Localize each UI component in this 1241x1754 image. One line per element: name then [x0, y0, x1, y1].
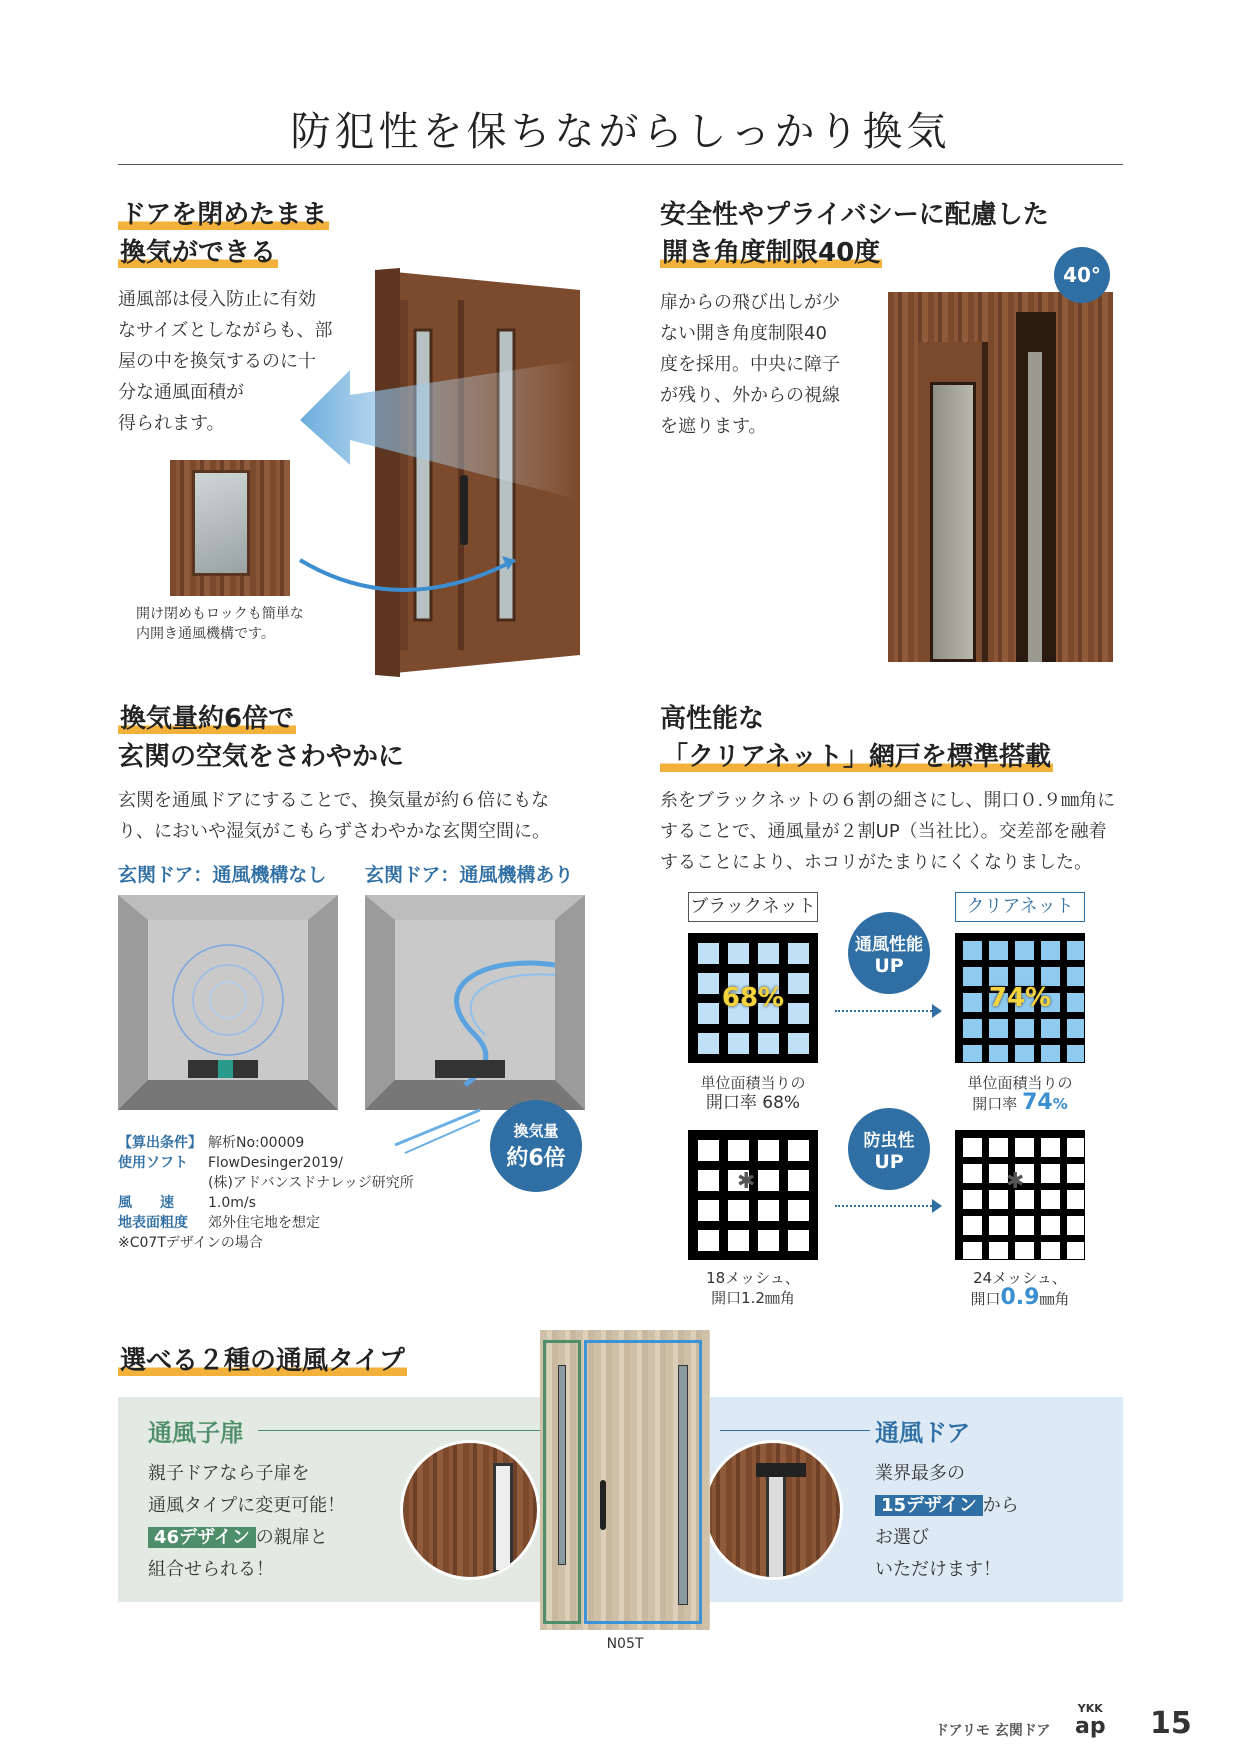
caption-line: 18メッシュ、 [706, 1269, 800, 1287]
sec5-heading-text: 選べる２種の通風タイプ [120, 1346, 405, 1376]
label-with-vent: 玄関ドア：通風機構あり [365, 864, 574, 886]
cond-value: (株)アドバンスドナレッジ研究所 [208, 1175, 414, 1191]
sec3-heading [118, 700, 404, 776]
caption-text: 開口 [970, 1290, 1001, 1308]
page-title: 防犯性を保ちながらしっかり換気 [290, 109, 951, 155]
cond-value: 解析No:00009 [208, 1135, 305, 1151]
vent-door-title: 通風ドア [875, 1419, 971, 1447]
sec1-caption [136, 604, 304, 644]
left-text-line: 組合せられる！ [148, 1559, 274, 1580]
46-designs-badge: 46デザイン [148, 1527, 256, 1548]
right-text-line: いただけます！ [875, 1559, 1001, 1580]
logo-top: YKK [1077, 1702, 1103, 1715]
door-with-airflow-illustration [280, 260, 610, 680]
page-number: 15 [1150, 1706, 1192, 1741]
caption-highlight: 0.9 [1000, 1285, 1040, 1310]
black-net-ratio-caption [688, 1073, 818, 1113]
sec4-text-line: することで、通風量が２割UP（当社比）。交差部を融着 [660, 821, 1107, 842]
arrow-head-icon [932, 1004, 942, 1018]
black-net-insect-image [688, 1130, 818, 1260]
airflow-up-badge-l1: 通風性能 [855, 934, 923, 955]
ventilation-6x-badge-l2: 約6倍 [506, 1146, 566, 1171]
sec4-text-line: することにより、ホコリがたまりにくくなりました。 [660, 852, 1092, 873]
insect-up-badge [848, 1108, 930, 1190]
child-door-closeup-circle [400, 1440, 540, 1580]
black-net-mesh-caption [688, 1268, 818, 1308]
sec3-text-line: り、においや湿気がこもらずさわやかな玄関空間に。 [118, 821, 550, 842]
sec1-text-line: 得られます。 [118, 413, 225, 434]
caption-line: 開口率 68% [705, 1093, 801, 1113]
sec1-text-line: 屋の中を換気するのに十 [118, 351, 316, 372]
right-text-line: お選び [875, 1527, 929, 1548]
caption-line: 24メッシュ、 [973, 1269, 1067, 1287]
angle-limit-photo [888, 292, 1113, 662]
door-label: N05T [606, 1636, 644, 1652]
n05t-door-image [540, 1330, 710, 1630]
caption-text: 開口率 [972, 1095, 1018, 1113]
sec2-text-line: を遮ります。 [660, 416, 767, 437]
caption-line: 単位面積当りの [967, 1074, 1073, 1092]
mosquito-icon: ✱ [1006, 1169, 1025, 1194]
sec3-heading-line1: 換気量約6倍で [120, 704, 295, 734]
sec2-heading-line2: 開き角度制限40度 [662, 238, 881, 268]
sec1-caption-line: 内開き通風機構です。 [136, 626, 275, 642]
angle-40-badge-text: 40° [1063, 263, 1101, 287]
cond-key: 風 速 [118, 1195, 174, 1211]
ykk-ap-logo [1075, 1702, 1106, 1738]
calc-conditions [118, 1133, 414, 1253]
sec1-text-line: なサイズとしながらも、部 [118, 320, 333, 341]
simulation-without-vent [118, 895, 338, 1110]
caption-line: 開口1.2㎜角 [711, 1289, 795, 1307]
logo-bottom: ap [1075, 1714, 1106, 1739]
sec4-text [660, 785, 1115, 878]
insect-up-badge-l1: 防虫性 [863, 1130, 915, 1151]
sec4-heading [660, 700, 1053, 776]
black-net-label: ブラックネット [688, 892, 818, 922]
right-title-rule [720, 1430, 870, 1431]
sec3-text [118, 785, 550, 847]
sec1-text-line: 通風部は侵入防止に有効 [118, 289, 316, 310]
cond-key: 【算出条件】 [118, 1135, 202, 1151]
left-title-rule [258, 1430, 548, 1431]
sec1-heading-line2: 換気ができる [120, 238, 277, 268]
right-text-line: 業界最多の [875, 1463, 965, 1484]
calc-note: ※C07Tデザインの場合 [118, 1235, 263, 1251]
sec2-text-line: ない開き角度制限40 [660, 323, 827, 344]
sec1-heading-line1: ドアを閉めたまま [120, 200, 328, 230]
caption-highlight: 74 [1022, 1090, 1053, 1115]
sec3-text-line: 玄関を通風ドアにすることで、換気量が約６倍にもな [118, 790, 550, 811]
black-net-airflow-image [688, 933, 818, 1063]
sec3-heading-line2: 玄関の空気をさわやかに [118, 742, 405, 772]
sec2-heading [660, 196, 1049, 272]
footer-brand: ドアリモ 玄関ドア [935, 1723, 1051, 1739]
clear-net-ratio-caption [955, 1073, 1085, 1114]
left-text-line: の親扉と [255, 1527, 328, 1548]
sec4-text-line: 糸をブラックネットの６割の細さにし、開口０.９㎜角に [660, 790, 1116, 811]
caption-line: 単位面積当りの [700, 1074, 806, 1092]
cond-key: 地表面粗度 [118, 1215, 188, 1231]
mosquito-icon: ✱ [737, 1169, 756, 1194]
clear-net-pct: 74% [988, 983, 1052, 1013]
cond-value: 1.0m/s [208, 1195, 256, 1211]
clear-net-mesh-caption [955, 1268, 1085, 1309]
title-divider [118, 164, 1123, 165]
15-designs-badge: 15デザイン [875, 1495, 983, 1516]
simulation-with-vent [365, 895, 585, 1110]
caption-text: ㎜角 [1039, 1290, 1070, 1308]
cond-value: FlowDesinger2019/ [208, 1155, 344, 1171]
caption-highlight: % [1052, 1095, 1068, 1113]
sec2-text-line: 度を採用。中央に障子 [660, 354, 840, 375]
arrow-line [835, 1010, 940, 1012]
left-text-line: 親子ドアなら子扉を [148, 1463, 310, 1484]
cond-key: 使用ソフト [118, 1155, 188, 1171]
right-text-line: から [982, 1495, 1019, 1516]
vent-child-door-title: 通風子扉 [148, 1419, 244, 1447]
sec2-text [660, 287, 870, 442]
insect-up-badge-l2: UP [874, 1150, 904, 1173]
sec2-text-line: 扉からの飛び出しが少 [660, 292, 840, 313]
ventilation-6x-badge [490, 1100, 582, 1192]
sec1-text-line: 分な通風面積が [118, 382, 244, 403]
sec4-heading-line1: 高性能な [660, 704, 765, 734]
ventilation-6x-badge-l1: 換気量 [513, 1122, 559, 1140]
clear-net-insect-image [955, 1130, 1085, 1260]
clear-net-label: クリアネット [955, 892, 1085, 922]
arrow-line [835, 1205, 940, 1207]
vent-child-door-text [148, 1458, 345, 1586]
airflow-up-badge-l2: UP [874, 954, 904, 977]
sec1-caption-line: 開け閉めもロックも簡単な [136, 606, 304, 622]
label-without-vent: 玄関ドア：通風機構なし [118, 864, 327, 886]
sec2-heading-line1: 安全性やプライバシーに配慮した [660, 200, 1049, 230]
arrow-head-icon [932, 1199, 942, 1213]
airflow-up-badge [848, 912, 930, 994]
vent-mechanism-photo [170, 460, 290, 596]
black-net-pct: 68% [721, 983, 785, 1013]
door-closeup-circle [703, 1440, 843, 1580]
cond-value: 郊外住宅地を想定 [208, 1215, 320, 1231]
sec5-heading [118, 1342, 407, 1380]
sec4-heading-line2: 「クリアネット」網戸を標準搭載 [662, 742, 1051, 772]
clear-net-airflow-image [955, 933, 1085, 1063]
vent-door-text [875, 1458, 1019, 1586]
left-text-line: 通風タイプに変更可能！ [148, 1495, 346, 1516]
sec2-text-line: が残り、外からの視線 [660, 385, 840, 406]
angle-40-badge [1054, 247, 1110, 303]
